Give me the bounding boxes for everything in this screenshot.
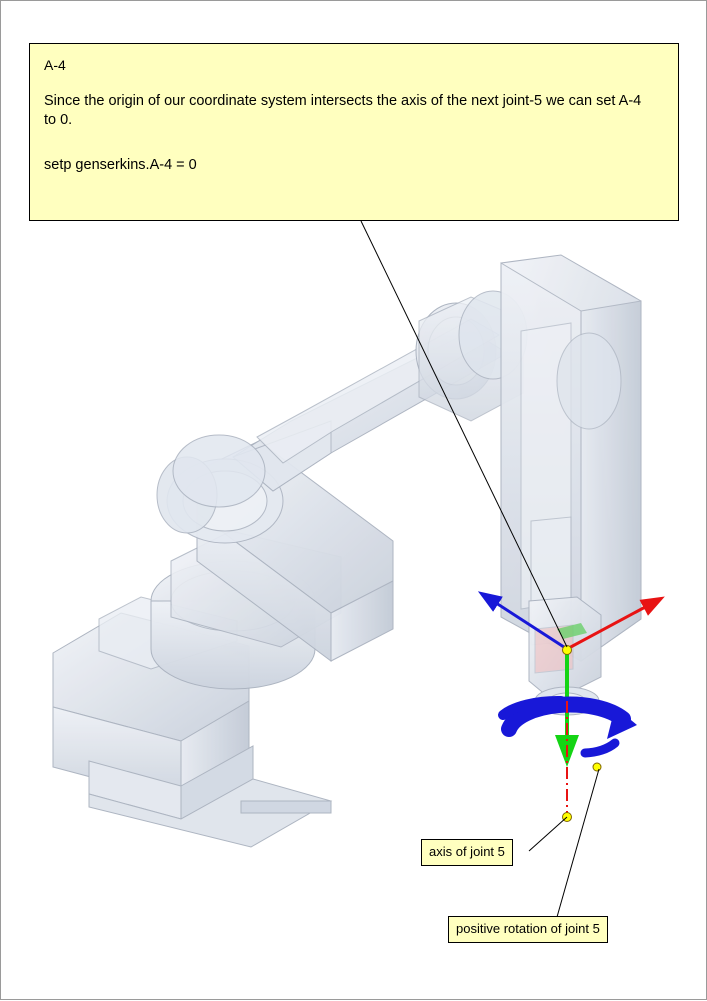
note-code-line: setp genserkins.A-4 = 0 — [44, 157, 197, 173]
note-box-a4 — [29, 43, 679, 221]
note-title: A-4 — [44, 57, 66, 73]
callout-axis-of-joint-5: axis of joint 5 — [421, 839, 513, 866]
positive-rotation-arc — [503, 701, 637, 771]
leader-line-axis — [529, 817, 567, 851]
callout-positive-rotation-of-joint-5: positive rotation of joint 5 — [448, 916, 608, 943]
leader-line-rotation — [557, 769, 599, 917]
note-body: Since the origin of our coordinate system intersects the axis of the next joint-5 we can set A-4 to 0. — [44, 93, 642, 128]
